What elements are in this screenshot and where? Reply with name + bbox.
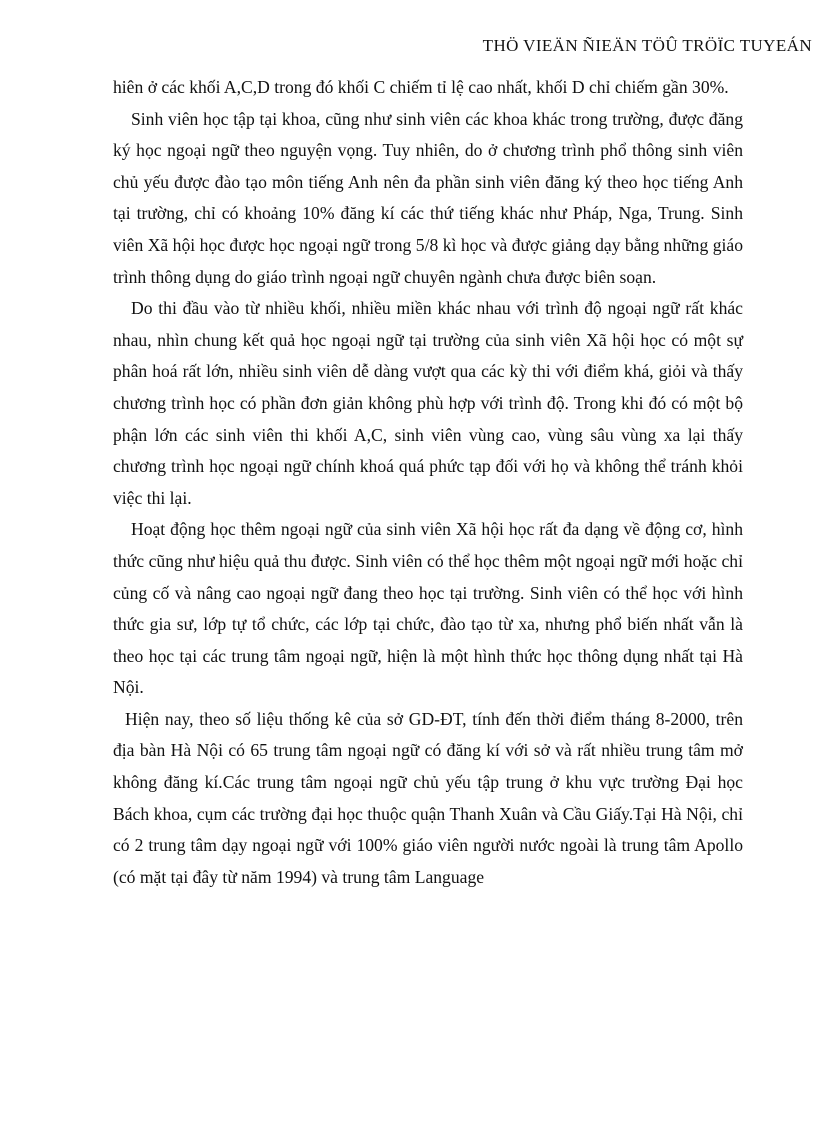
paragraph: Sinh viên học tập tại khoa, cũng như sinh viên các khoa khác trong trường, được đăng ký học ngoại ngữ theo nguyện vọng. Tuy nhiên, do ở chương trình phổ thông sinh viên chủ yếu được đào tạo môn tiếng Anh nên đa phần sinh viên đăng ký theo học tiếng Anh tại trường, chỉ có khoảng 10% đăng kí các thứ tiếng khác như Pháp, Nga, Trung. Sinh viên Xã hội học được học ngoại ngữ trong 5/8 kì học và được giảng dạy bằng những giáo trình thông dụng do giáo trình ngoại ngữ chuyên ngành chưa được biên soạn.: [113, 108, 743, 287]
paragraph: Do thi đầu vào từ nhiều khối, nhiều miền khác nhau với trình độ ngoại ngữ rất khác nhau, nhìn chung kết quả học ngoại ngữ tại trường của sinh viên Xã hội học có một sự phân hoá rất lớn, nhiều sinh viên dễ dàng vượt qua các kỳ thi với điểm khá, giỏi và thấy chương trình học có phần đơn giản không phù hợp với trình độ. Trong khi đó có một bộ phận lớn các sinh viên thi khối A,C, sinh viên vùng cao, vùng sâu vùng xa lại thấy chương trình học ngoại ngữ chính khoá quá phức tạp đối với họ và không thể tránh khỏi việc thi lại.: [113, 298, 743, 508]
paragraph: Hoạt động học thêm ngoại ngữ của sinh viên Xã hội học rất đa dạng về động cơ, hình thức cũng như hiệu quả thu được. Sinh viên có thể học thêm một ngoại ngữ mới hoặc chỉ củng cố và nâng cao ngoại ngữ đang theo học tại trường. Sinh viên có thể học với hình thức gia sư, lớp tự tổ chức, các lớp tại chức, đào tạo từ xa, nhưng phổ biến nhất vẫn là theo học tại các trung tâm ngoại ngữ, hiện là một hình thức học thông dụng nhất tại Hà Nội.: [113, 519, 743, 698]
paragraph: Hiện nay, theo số liệu thống kê của sở GD-ĐT, tính đến thời điểm tháng 8-2000, trên địa bàn Hà Nội có 65 trung tâm ngoại ngữ có đăng kí với sở và rất nhiều trung tâm mở không đăng kí.Các trung tâm ngoại ngữ chủ yếu tập trung ở khu vực trường Đại học Bách khoa, cụm các trường đại học thuộc quận Thanh Xuân và Cầu Giấy.Tại Hà Nội, chỉ có 2 trung tâm dạy ngoại ngữ với 100% giáo viên người nước ngoài là trung tâm Apollo (có mặt tại đây từ năm 1994) và trung tâm Language: [113, 708, 743, 887]
paragraph: hiên ở các khối A,C,D trong đó khối C chiếm tỉ lệ cao nhất, khối D chỉ chiếm gần 30%.: [113, 77, 729, 97]
running-header: THÖ VIEÄN ÑIEÄN TÖÛ TRÖÏC TUYEÁN: [482, 36, 812, 55]
document-body: [113, 72, 743, 893]
